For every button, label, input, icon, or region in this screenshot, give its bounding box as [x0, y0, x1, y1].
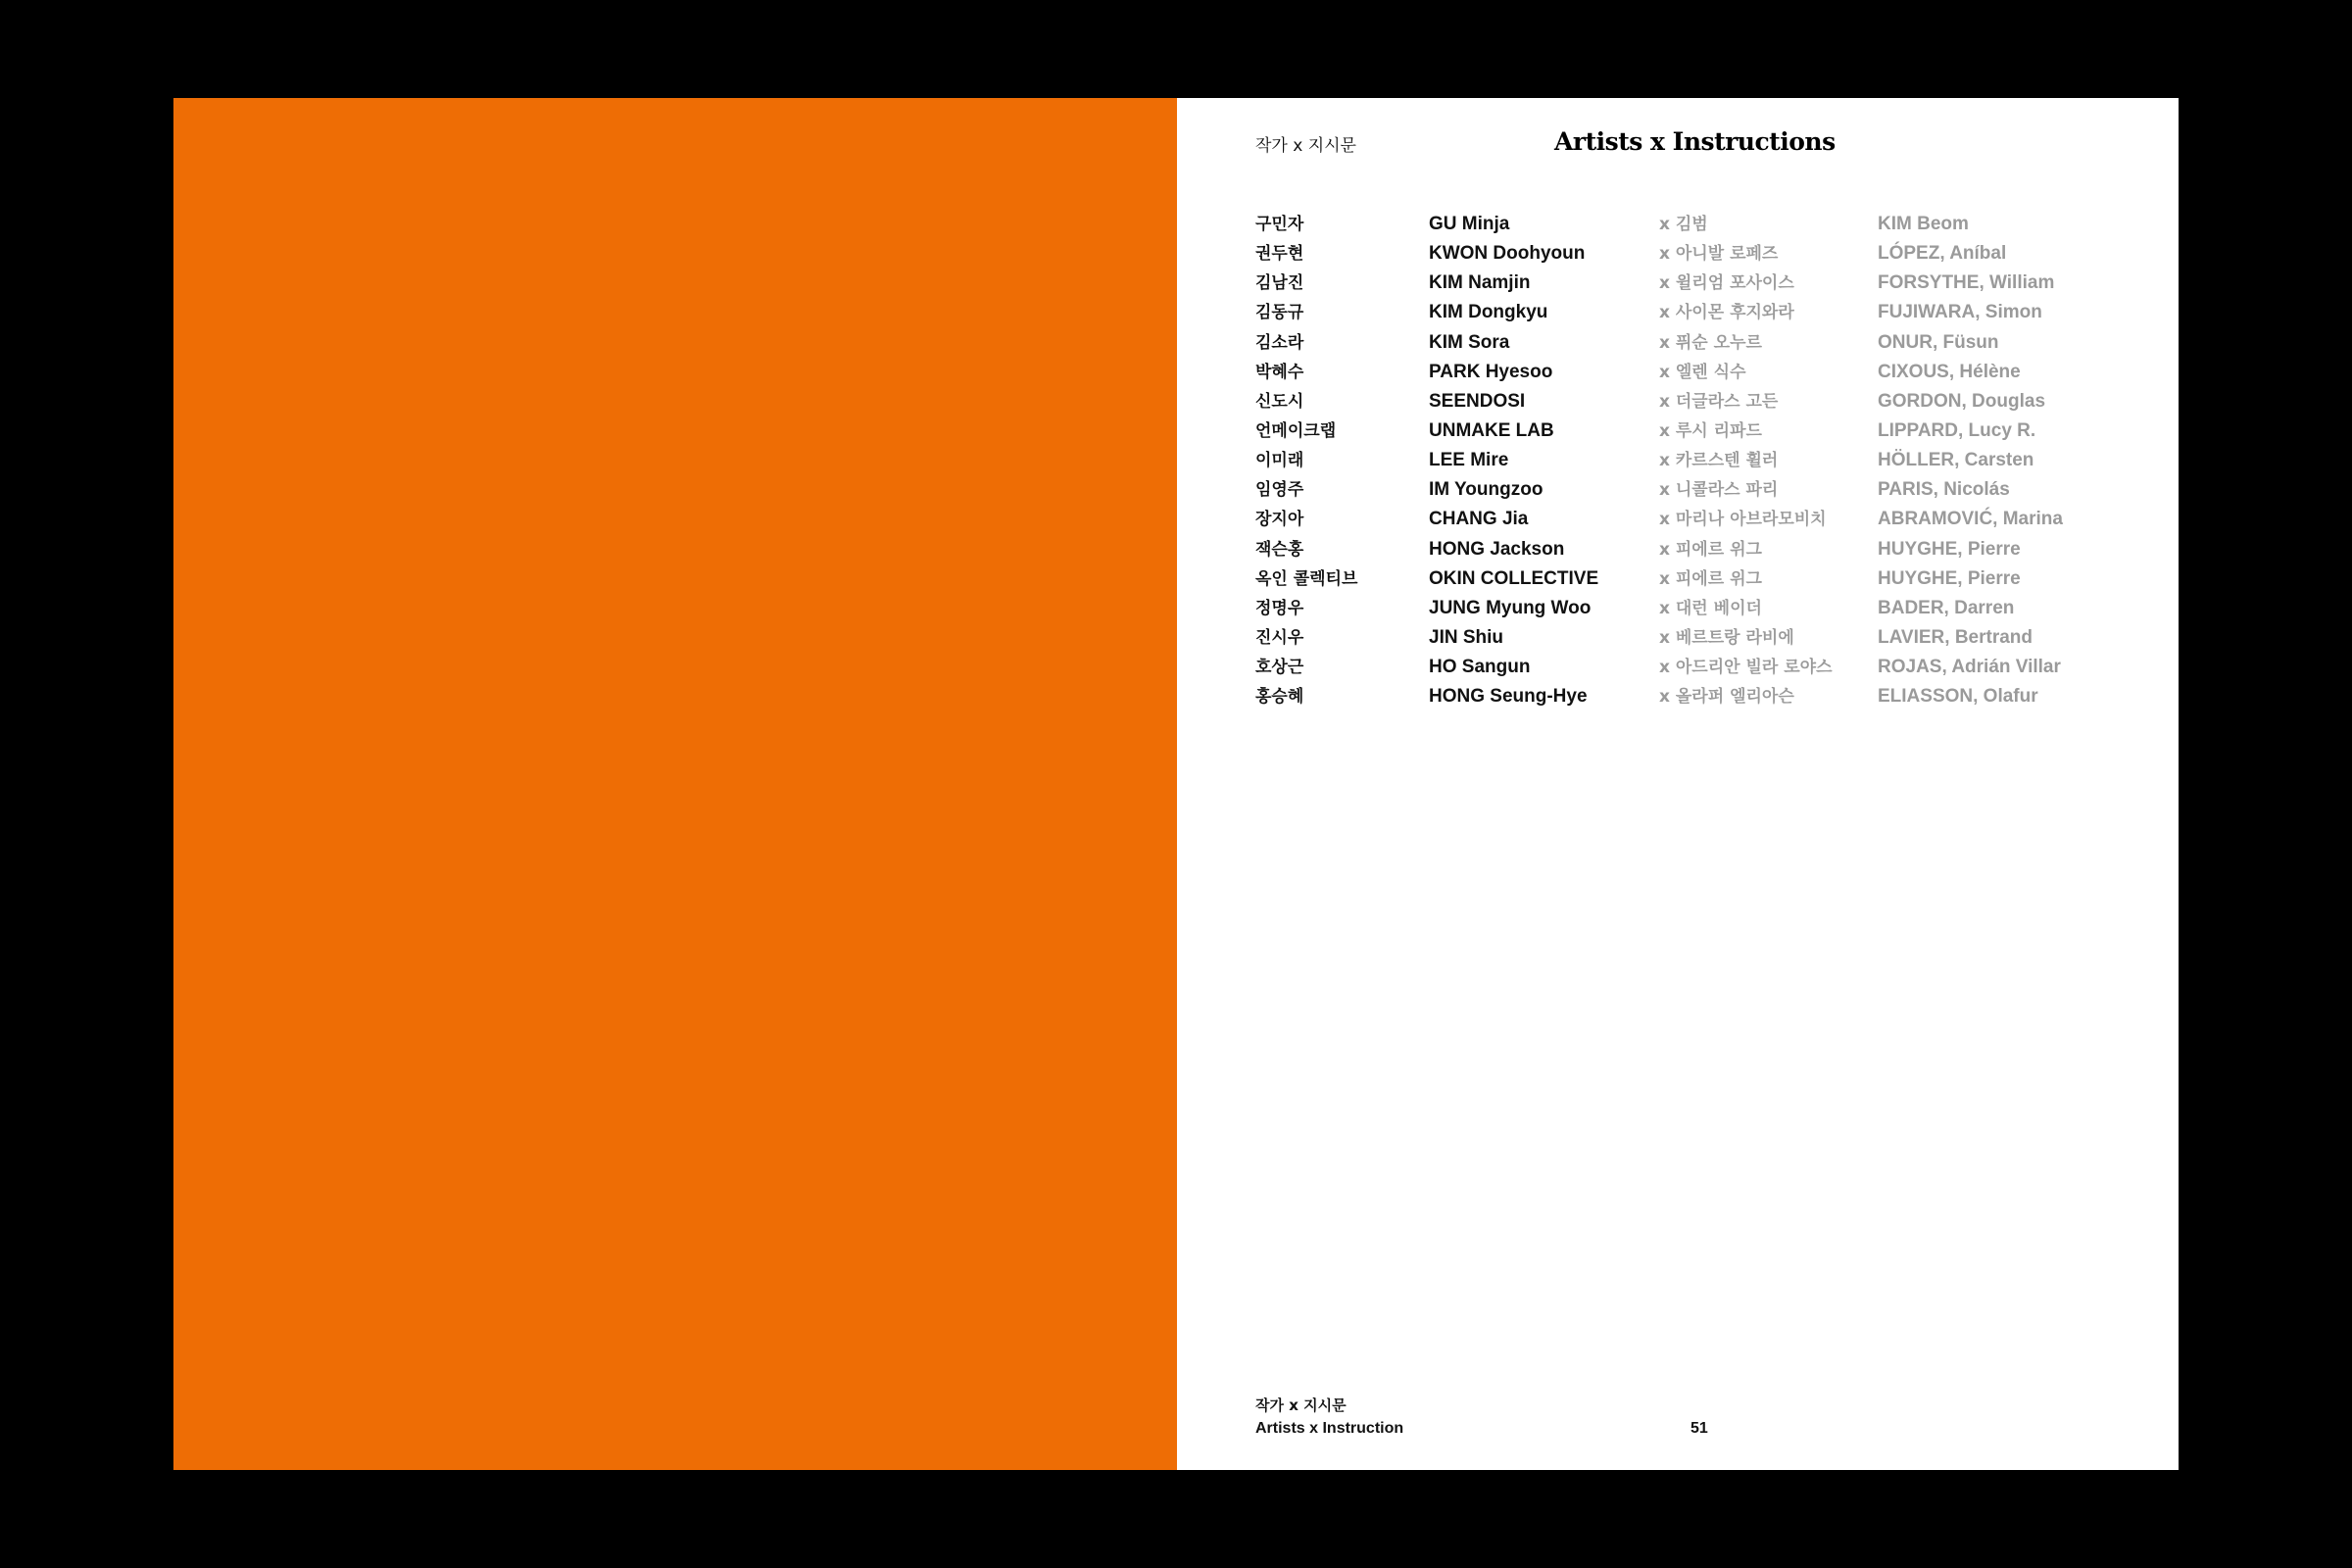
artist-name-korean: 임영주	[1255, 480, 1304, 501]
instruction-author-english: HÖLLER, Carsten	[1878, 450, 2034, 471]
artist-name-korean: 이미래	[1255, 451, 1304, 471]
artist-name-english: JUNG Myung Woo	[1429, 597, 1592, 618]
artist-name-korean: 홍승혜	[1255, 687, 1304, 708]
list-row	[1255, 505, 2137, 534]
artist-name-english: GU Minja	[1429, 214, 1510, 234]
instruction-author-korean: x 퓌순 오누르	[1659, 332, 1762, 353]
artist-name-english: SEENDOSI	[1429, 390, 1526, 412]
footer-title-korean: 작가 x 지시문	[1255, 1396, 1347, 1414]
list-row	[1255, 239, 2137, 269]
artist-name-english: KWON Doohyoun	[1429, 243, 1586, 265]
artist-name-korean: 박혜수	[1255, 362, 1304, 382]
list-row	[1255, 594, 2137, 623]
instruction-author-korean: x 엘렌 식수	[1659, 362, 1746, 382]
instruction-author-english: LAVIER, Bertrand	[1878, 626, 2034, 648]
instruction-author-korean: x 윌리엄 포사이스	[1659, 273, 1794, 294]
list-row	[1255, 475, 2137, 505]
instruction-author-english: ROJAS, Adrián Villar	[1878, 657, 2061, 678]
list-row	[1255, 682, 2137, 711]
artist-name-english: JIN Shiu	[1429, 626, 1504, 648]
instruction-author-english: GORDON, Douglas	[1878, 390, 2046, 412]
artist-name-english: IM Youngzoo	[1429, 479, 1544, 501]
list-row	[1255, 416, 2137, 446]
artist-name-english: PARK Hyesoo	[1429, 361, 1553, 382]
artist-name-korean: 장지아	[1255, 510, 1304, 530]
list-row	[1255, 210, 2137, 239]
list-row	[1255, 446, 2137, 475]
instruction-author-korean: x 루시 리파드	[1659, 420, 1762, 441]
list-row	[1255, 269, 2137, 298]
instruction-author-english: LIPPARD, Lucy R.	[1878, 419, 2036, 441]
instruction-author-korean: x 대런 베이더	[1659, 598, 1762, 618]
instruction-author-english: FORSYTHE, William	[1878, 272, 2055, 294]
instruction-author-korean: x 아니발 로페즈	[1659, 244, 1779, 265]
instruction-author-english: ONUR, Füsun	[1878, 331, 1999, 353]
instruction-author-korean: x 베르트랑 라비에	[1659, 627, 1794, 648]
instruction-author-korean: x 마리나 아브라모비치	[1659, 510, 1827, 530]
artist-name-korean: 정명우	[1255, 598, 1304, 618]
instruction-author-korean: x 피에르 위그	[1659, 539, 1762, 560]
list-row	[1255, 653, 2137, 682]
list-row	[1255, 328, 2137, 358]
instruction-author-korean: x 아드리안 빌라 로야스	[1659, 658, 1833, 678]
instruction-author-english: CIXOUS, Hélène	[1878, 361, 2021, 382]
instruction-author-english: ABRAMOVIĆ, Marina	[1878, 509, 2063, 530]
instruction-author-english: HUYGHE, Pierre	[1878, 538, 2021, 560]
page-title: Artists x Instructions	[1554, 127, 1836, 156]
artist-name-korean: 김동규	[1255, 303, 1304, 323]
left-page-orange	[173, 98, 1177, 1470]
instruction-author-korean: x 피에르 위그	[1659, 568, 1762, 589]
list-row	[1255, 623, 2137, 653]
artist-name-english: OKIN COLLECTIVE	[1429, 567, 1599, 589]
instruction-author-english: LÓPEZ, Aníbal	[1878, 243, 2007, 265]
footer-title-english: Artists x Instruction	[1255, 1420, 1404, 1437]
instruction-author-english: BADER, Darren	[1878, 597, 2015, 618]
book-spread	[173, 98, 2179, 1470]
instruction-author-korean: x 카르스텐 휠러	[1659, 451, 1779, 471]
right-page	[1177, 98, 2179, 1470]
list-row	[1255, 387, 2137, 416]
list-row	[1255, 564, 2137, 594]
instruction-author-english: FUJIWARA, Simon	[1878, 302, 2042, 323]
artist-name-english: UNMAKE LAB	[1429, 419, 1554, 441]
list-row	[1255, 535, 2137, 564]
artist-name-english: KIM Sora	[1429, 331, 1510, 353]
artist-name-korean: 호상근	[1255, 658, 1304, 678]
artist-name-korean: 권두현	[1255, 244, 1304, 265]
instruction-author-korean: x 더글라스 고든	[1659, 391, 1779, 412]
artist-name-korean: 언메이크랩	[1255, 420, 1337, 441]
artist-instruction-list	[1255, 210, 2137, 711]
footer	[1255, 1395, 1403, 1440]
instruction-author-english: HUYGHE, Pierre	[1878, 567, 2021, 589]
list-row	[1255, 358, 2137, 387]
artist-name-english: HONG Jackson	[1429, 538, 1565, 560]
artist-name-korean: 김소라	[1255, 332, 1304, 353]
instruction-author-korean: x 올라퍼 엘리아슨	[1659, 687, 1794, 708]
artist-name-korean: 구민자	[1255, 215, 1304, 234]
artist-name-english: KIM Namjin	[1429, 272, 1531, 294]
artist-name-korean: 진시우	[1255, 627, 1304, 648]
running-head-korean: 작가 x 지시문	[1255, 136, 1356, 156]
artist-name-english: HONG Seung-Hye	[1429, 686, 1588, 708]
artist-name-english: KIM Dongkyu	[1429, 302, 1548, 323]
artist-name-korean: 잭슨홍	[1255, 539, 1304, 560]
instruction-author-english: ELIASSON, Olafur	[1878, 686, 2038, 708]
artist-name-english: CHANG Jia	[1429, 509, 1529, 530]
list-row	[1255, 298, 2137, 327]
artist-name-english: LEE Mire	[1429, 450, 1509, 471]
instruction-author-korean: x 사이몬 후지와라	[1659, 303, 1794, 323]
instruction-author-korean: x 니콜라스 파리	[1659, 480, 1779, 501]
instruction-author-english: PARIS, Nicolás	[1878, 479, 2010, 501]
page-number: 51	[1690, 1420, 1708, 1437]
instruction-author-english: KIM Beom	[1878, 214, 1969, 234]
instruction-author-korean: x 김범	[1659, 215, 1708, 234]
artist-name-korean: 김남진	[1255, 273, 1304, 294]
artist-name-korean: 신도시	[1255, 391, 1304, 412]
artist-name-korean: 옥인 콜렉티브	[1255, 568, 1358, 589]
artist-name-english: HO Sangun	[1429, 657, 1531, 678]
